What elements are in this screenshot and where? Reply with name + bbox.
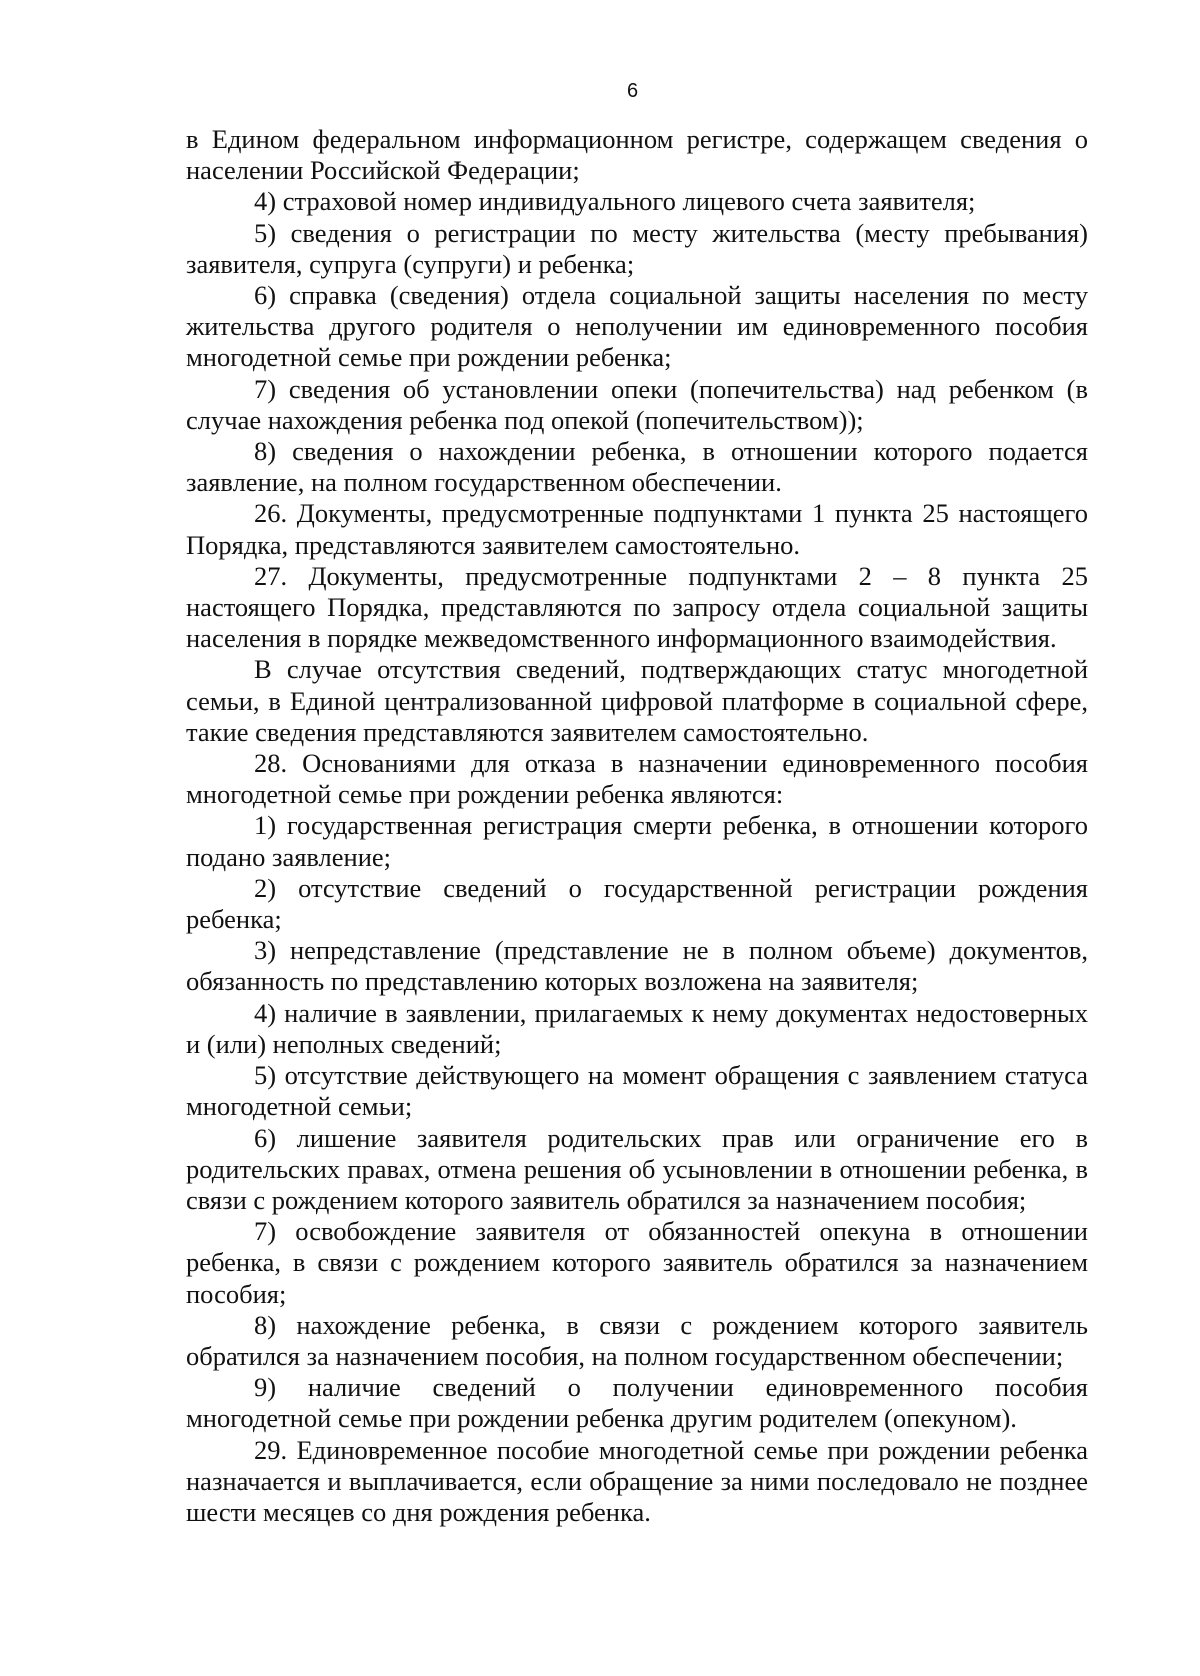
refusal-item-9: 9) наличие сведений о получении единовременного пособия многодетной семье при рождении ребенка другим родителем (опекуном). (186, 1372, 1088, 1434)
paragraph-continuation: в Едином федеральном информационном регистре, содержащем сведения о населении Российской Федерации; (186, 124, 1088, 186)
refusal-item-6: 6) лишение заявителя родительских прав или ограничение его в родительских правах, отмена решения об усыновлении в отношении ребенка, в связи с рождением которого заявитель обратился за назначением пособия; (186, 1122, 1088, 1215)
document-body (186, 124, 1088, 1528)
clause-28: 28. Основаниями для отказа в назначении единовременного пособия многодетной семье при рождении ребенка являются: (186, 748, 1088, 810)
refusal-item-5: 5) отсутствие действующего на момент обращения с заявлением статуса многодетной семьи; (186, 1060, 1088, 1122)
refusal-item-8: 8) нахождение ребенка, в связи с рождением которого заявитель обратился за назначением пособия, на полном государственном обеспечении; (186, 1309, 1088, 1371)
list-item-8: 8) сведения о нахождении ребенка, в отношении которого подается заявление, на полном государственном обеспечении. (186, 436, 1088, 498)
list-item-6: 6) справка (сведения) отдела социальной защиты населения по месту жительства другого родителя о неполучении им единовременного пособия многодетной семье при рождении ребенка; (186, 280, 1088, 373)
clause-29: 29. Единовременное пособие многодетной семье при рождении ребенка назначается и выплачивается, если обращение за ними последовало не позднее шести месяцев со дня рождения ребенка. (186, 1434, 1088, 1527)
list-item-5: 5) сведения о регистрации по месту жительства (месту пребывания) заявителя, супруга (супруги) и ребенка; (186, 217, 1088, 279)
refusal-item-4: 4) наличие в заявлении, прилагаемых к нему документах недостоверных и (или) неполных сведений; (186, 997, 1088, 1059)
page-number: 6 (626, 80, 639, 102)
refusal-item-1: 1) государственная регистрация смерти ребенка, в отношении которого подано заявление; (186, 810, 1088, 872)
clause-27-note: В случае отсутствия сведений, подтверждающих статус многодетной семьи, в Единой централизованной цифровой платформе в социальной сфере, такие сведения представляются заявителем самостоятельно. (186, 654, 1088, 747)
refusal-item-3: 3) непредставление (представление не в полном объеме) документов, обязанность по представлению которых возложена на заявителя; (186, 935, 1088, 997)
list-item-4: 4) страховой номер индивидуального лицевого счета заявителя; (254, 186, 976, 217)
clause-26: 26. Документы, предусмотренные подпунктами 1 пункта 25 настоящего Порядка, представляются заявителем самостоятельно. (186, 498, 1088, 560)
clause-27: 27. Документы, предусмотренные подпунктами 2 – 8 пункта 25 настоящего Порядка, представляются по запросу отдела социальной защиты населения в порядке межведомственного информационного взаимодействия. (186, 560, 1088, 654)
list-item-7: 7) сведения об установлении опеки (попечительства) над ребенком (в случае нахождения ребенка под опекой (попечительством)); (186, 373, 1088, 435)
refusal-item-7: 7) освобождение заявителя от обязанностей опекуна в отношении ребенка, в связи с рождением которого заявитель обратился за назначением пособия; (186, 1216, 1088, 1309)
refusal-item-2: 2) отсутствие сведений о государственной регистрации рождения ребенка; (186, 872, 1088, 935)
